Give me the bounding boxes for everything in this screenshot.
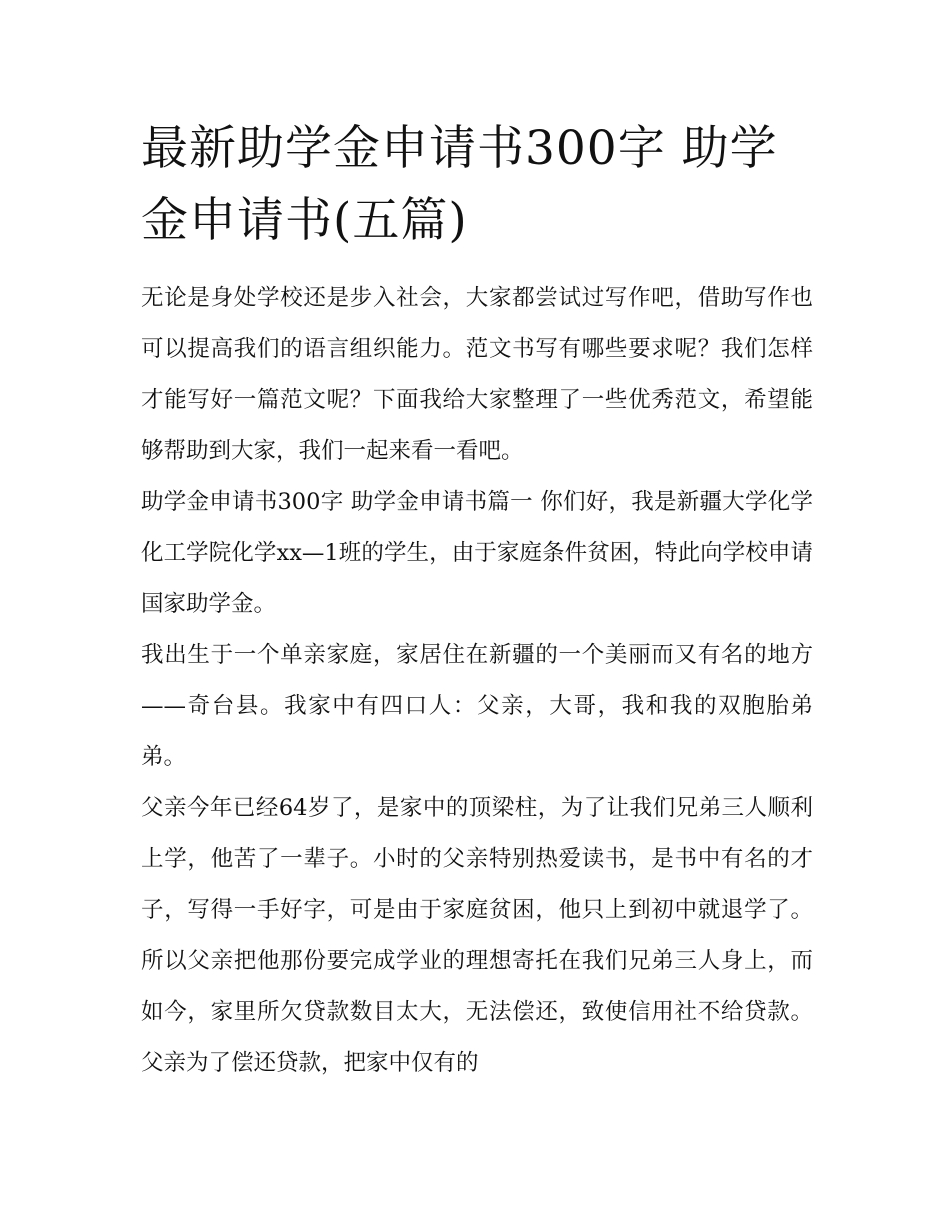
document-body [141,273,813,1089]
paragraph-intro: 无论是身处学校还是步入社会，大家都尝试过写作吧，借助写作也可以提高我们的语言组织能力。范文书写有哪些要求呢？我们怎样才能写好一篇范文呢？下面我给大家整理了一些优秀范文，希望能够帮助到大家，我们一起来看一看吧。 [141,285,813,464]
paragraph-father: 父亲今年已经64岁了，是家中的顶梁柱，为了让我们兄弟三人顺利上学，他苦了一辈子。小时的父亲特别热爱读书，是书中有名的才子，写得一手好字，可是由于家庭贫困，他只上到初中就退学了。所以父亲把他那份要完成学业的理想寄托在我们兄弟三人身上，而如今，家里所欠贷款数目太大，无法偿还，致使信用社不给贷款。父亲为了偿还贷款，把家中仅有的 [141,795,813,1076]
paragraph-family-background: 我出生于一个单亲家庭，家居住在新疆的一个美丽而又有名的地方——奇台县。我家中有四口人：父亲，大哥，我和我的双胞胎弟弟。 [141,642,813,770]
document-title: 最新助学金申请书300字 助学金申请书(五篇) [141,121,778,248]
paragraph-application-opening: 助学金申请书300字 助学金申请书篇一 你们好，我是新疆大学化学化工学院化学xx—1班的学生，由于家庭条件贫困，特此向学校申请国家助学金。 [141,489,813,617]
document-content [141,113,813,1089]
